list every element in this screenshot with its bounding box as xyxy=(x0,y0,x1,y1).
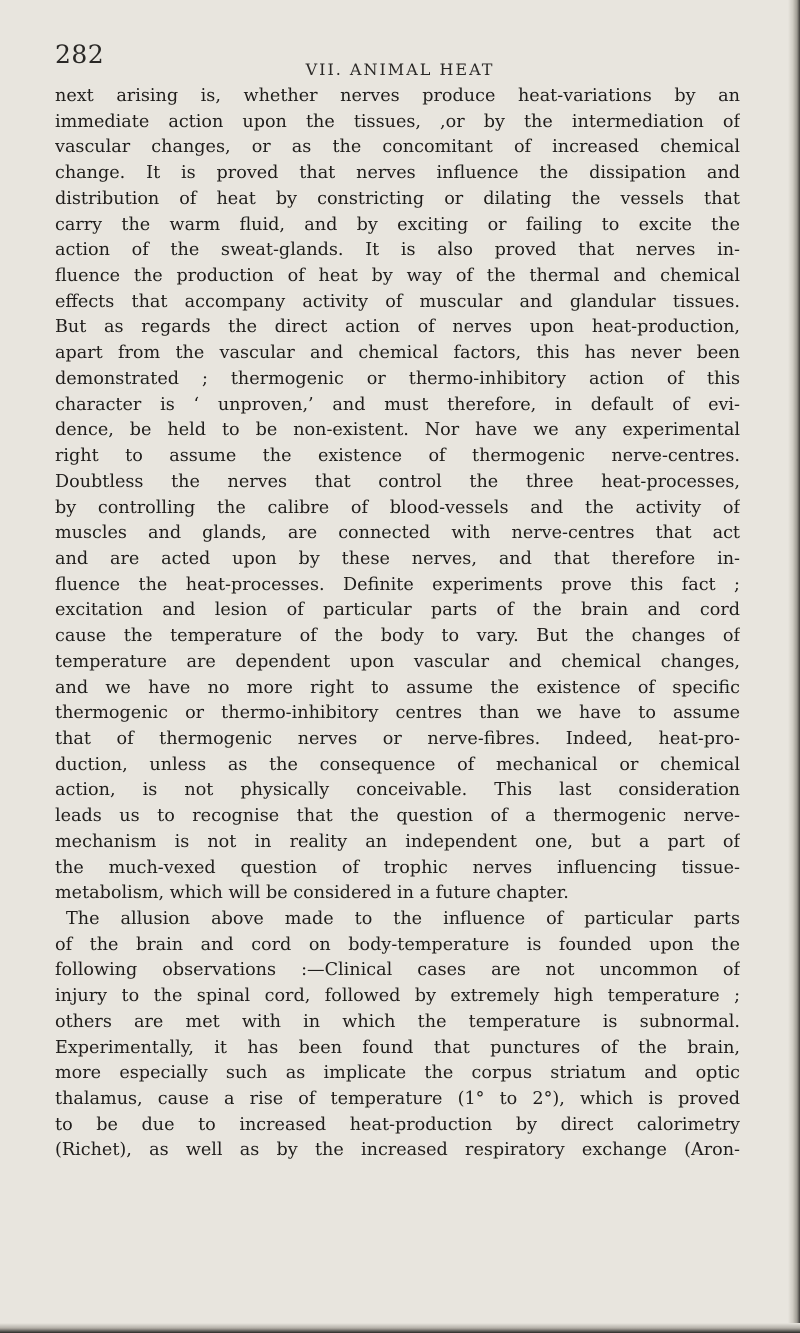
text-line: duction, unless as the consequence of mechanical or chemical xyxy=(55,754,740,775)
text-line: metabolism, which will be considered in a future chapter. xyxy=(55,883,569,904)
text-line: excitation and lesion of particular parts of the brain and cord xyxy=(55,600,740,621)
text-line: carry the warm fluid, and by exciting or failing to excite the xyxy=(55,214,740,235)
text-line: of the brain and cord on body-temperature is founded upon the xyxy=(55,934,740,955)
text-line: muscles and glands, are connected with nerve-centres that act xyxy=(55,523,740,544)
text-line: mechanism is not in reality an independent one, but a part of xyxy=(55,831,740,852)
page-bottom-shadow xyxy=(0,1323,800,1333)
text-line: more especially such as implicate the corpus striatum and optic xyxy=(55,1063,740,1084)
text-line: by controlling the calibre of blood-vessels and the activity of xyxy=(55,497,740,518)
page-number: 282 xyxy=(55,40,105,69)
text-line: action, is not physically conceivable. This last consideration xyxy=(55,780,740,801)
text-line: temperature are dependent upon vascular and chemical changes, xyxy=(55,651,740,672)
text-line: immediate action upon the tissues, ,or by the intermediation of xyxy=(55,111,740,132)
text-line: others are met with in which the temperature is subnormal. xyxy=(55,1011,740,1032)
text-line: demonstrated ; thermogenic or thermo-inhibitory action of this xyxy=(55,368,740,389)
text-line: character is ‘ unproven,’ and must therefore, in default of evi- xyxy=(55,394,740,415)
text-line: thermogenic or thermo-inhibitory centres than we have to assume xyxy=(55,703,740,724)
body-text xyxy=(55,84,740,1164)
text-line: right to assume the existence of thermogenic nerve-centres. xyxy=(55,446,740,467)
text-line: injury to the spinal cord, followed by extremely high temperature ; xyxy=(55,986,740,1007)
text-line: vascular changes, or as the concomitant of increased chemical xyxy=(55,137,740,158)
text-line: thalamus, cause a rise of temperature (1° to 2°), which is proved xyxy=(55,1089,740,1110)
text-line: The allusion above made to the influence of particular parts xyxy=(66,909,740,929)
text-line: distribution of heat by constricting or dilating the vessels that xyxy=(55,188,740,209)
text-line: But as regards the direct action of nerves upon heat-production, xyxy=(55,317,740,338)
text-line: following observations :—Clinical cases are not uncommon of xyxy=(55,960,740,981)
text-line: effects that accompany activity of muscular and glandular tissues. xyxy=(55,291,740,312)
text-line: fluence the production of heat by way of the thermal and chemical xyxy=(55,266,740,287)
page-edge-shadow xyxy=(788,0,800,1333)
text-line: and we have no more right to assume the existence of specific xyxy=(55,677,740,698)
text-line: the much-vexed question of trophic nerves influencing tissue- xyxy=(55,857,740,878)
text-line: next arising is, whether nerves produce heat-variations by an xyxy=(55,86,740,106)
text-line: fluence the heat-processes. Definite experiments prove this fact ; xyxy=(55,574,740,595)
running-head: VII. ANIMAL HEAT xyxy=(305,60,495,79)
text-line: action of the sweat-glands. It is also proved that nerves in- xyxy=(55,240,740,261)
text-line: change. It is proved that nerves influence the dissipation and xyxy=(55,163,740,184)
text-line: leads us to recognise that the question of a thermogenic nerve- xyxy=(55,806,740,827)
text-line: (Richet), as well as by the increased respiratory exchange (Aron- xyxy=(55,1140,740,1161)
text-line: cause the temperature of the body to vary. But the changes of xyxy=(55,626,740,647)
text-line: that of thermogenic nerves or nerve-fibres. Indeed, heat-pro- xyxy=(55,728,740,749)
text-line: Experimentally, it has been found that punctures of the brain, xyxy=(55,1037,740,1058)
text-line: to be due to increased heat-production by direct calorimetry xyxy=(55,1114,740,1135)
text-line: apart from the vascular and chemical factors, this has never been xyxy=(55,343,740,364)
text-line: dence, be held to be non-existent. Nor have we any experimental xyxy=(55,420,740,441)
text-line: and are acted upon by these nerves, and that therefore in- xyxy=(55,548,740,569)
text-line: Doubtless the nerves that control the three heat-processes, xyxy=(55,471,740,492)
